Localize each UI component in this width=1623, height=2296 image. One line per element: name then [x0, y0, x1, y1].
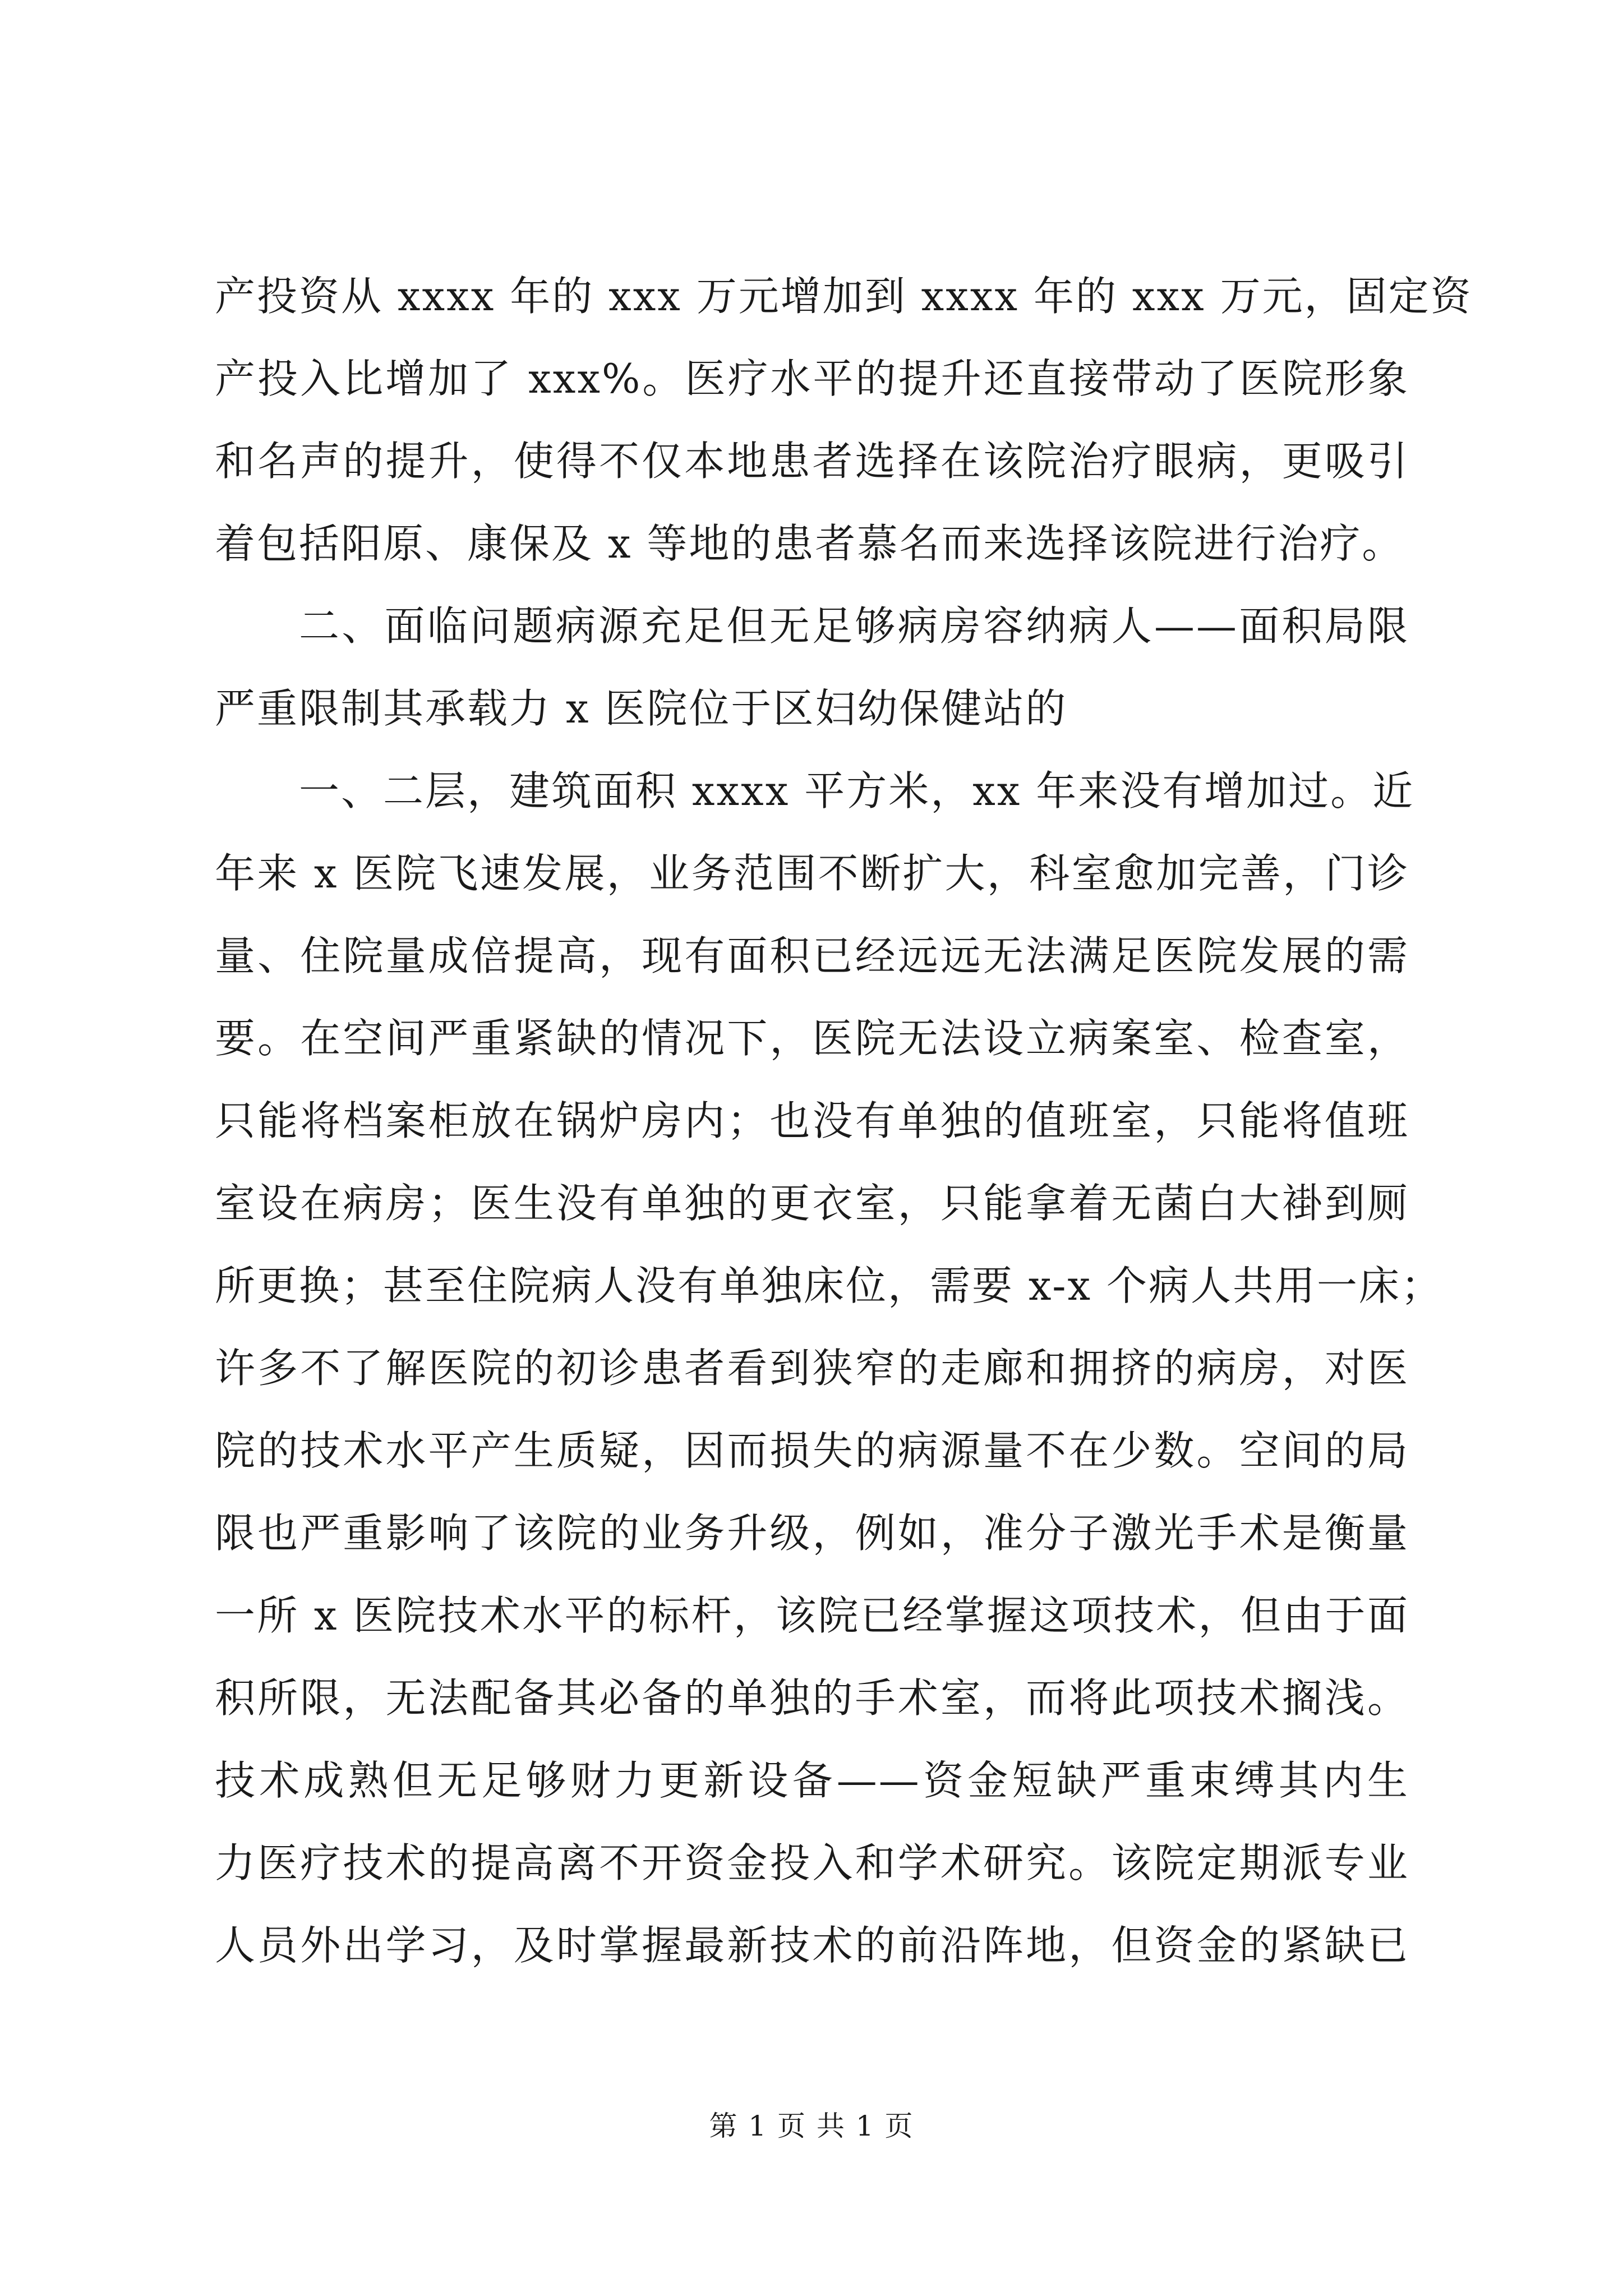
text-line: 产投资从 xxxx 年的 xxx 万元增加到 xxxx 年的 xxx 万元，固定资	[215, 273, 1473, 320]
text-line: 许多不了解医院的初诊患者看到狭窄的走廊和拥挤的病房，对医	[215, 1345, 1409, 1392]
text-line: 一、二层，建筑面积 xxxx 平方米，xx 年来没有增加过。近	[299, 767, 1415, 815]
text-line: 所更换；甚至住院病人没有单独床位，需要 x-x 个病人共用一床；	[215, 1262, 1444, 1309]
text-line: 产投入比增加了 xxx%。医疗水平的提升还直接带动了医院形象	[215, 355, 1409, 402]
page-footer	[0, 2109, 1623, 2143]
section-heading-line: 严重限制其承载力 x 医院位于区妇幼保健站的	[215, 685, 1068, 732]
text-line: 年来 x 医院飞速发展，业务范围不断扩大，科室愈加完善，门诊	[215, 850, 1409, 897]
text-line: 力医疗技术的提高离不开资金投入和学术研究。该院定期派专业	[215, 1839, 1409, 1887]
text-line: 量、住院量成倍提高，现有面积已经远远无法满足医院发展的需	[215, 932, 1409, 979]
text-line: 院的技术水平产生质疑，因而损失的病源量不在少数。空间的局	[215, 1427, 1409, 1474]
text-line: 和名声的提升，使得不仅本地患者选择在该院治疗眼病，更吸引	[215, 438, 1409, 485]
text-line: 技术成熟但无足够财力更新设备——资金短缺严重束缚其内生	[215, 1757, 1409, 1804]
text-line: 室设在病房；医生没有单独的更衣室，只能拿着无菌白大褂到厕	[215, 1180, 1409, 1227]
text-line: 要。在空间严重紧缺的情况下，医院无法设立病案室、检查室，	[215, 1015, 1409, 1062]
text-line: 积所限，无法配备其必备的单独的手术室，而将此项技术搁浅。	[215, 1674, 1409, 1722]
text-line: 人员外出学习，及时掌握最新技术的前沿阵地，但资金的紧缺已	[215, 1922, 1409, 1969]
text-line: 着包括阳原、康保及 x 等地的患者慕名而来选择该院进行治疗。	[215, 520, 1404, 567]
document-body	[215, 255, 1473, 1987]
text-line: 限也严重影响了该院的业务升级，例如，准分子激光手术是衡量	[215, 1510, 1409, 1557]
section-heading-line: 二、面临问题病源充足但无足够病房容纳病人——面积局限	[299, 602, 1409, 650]
text-line: 只能将档案柜放在锅炉房内；也没有单独的值班室，只能将值班	[215, 1097, 1409, 1144]
text-line: 一所 x 医院技术水平的标杆，该院已经掌握这项技术，但由于面	[215, 1592, 1409, 1639]
page-number: 第 1 页 共 1 页	[709, 2110, 914, 2142]
